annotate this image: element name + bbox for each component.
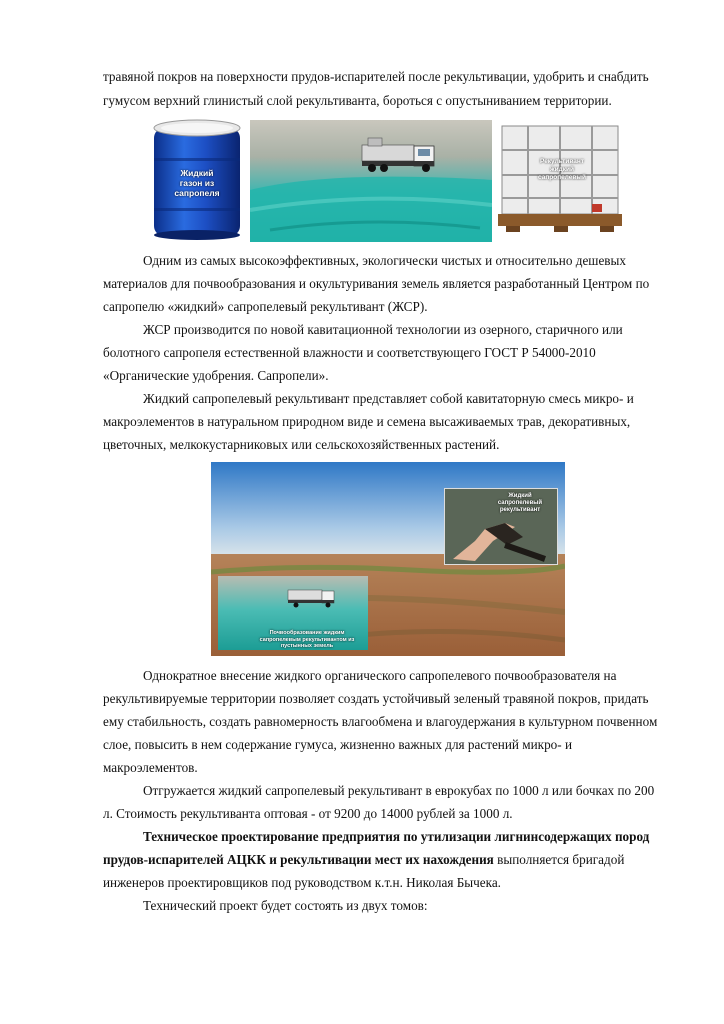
barrel-label-line: газон из	[179, 178, 215, 188]
text-line: травяной покров на поверхности прудов-испарителей после рекультивации, удобрить и снабдить	[103, 69, 649, 84]
text-line: Однократное внесение жидкого органического сапропелевого почвообразователя на	[143, 668, 617, 683]
barrel-label-line: Жидкий	[180, 168, 214, 178]
spraying-caption-line: Почвообразование жидким	[269, 630, 345, 636]
text-span: выполняется бригадой	[493, 852, 625, 867]
cube-label-line: жидкий	[550, 166, 574, 173]
cube-label-line: сапропелевый	[538, 174, 586, 181]
text-line: сапропелю «жидкий» сапропелевый рекультивант (ЖСР).	[103, 299, 428, 314]
text-line: цветочных, мелкокустарниковых или сельскохозяйственных растений.	[103, 437, 500, 452]
text-line: материалов для почвообразования и окультуривания земель является разработанный Центром по	[103, 276, 650, 291]
inset-label-line: рекультивант	[499, 507, 541, 513]
text-line: макроэлементов.	[103, 760, 198, 775]
text-line: рекультивируемые территории позволяет создать устойчивый зеленый травяной покров, придать	[103, 691, 649, 706]
inset-label-line: Жидкий	[508, 493, 532, 499]
spraying-inset-image	[218, 576, 368, 650]
cube-label-line: Рекультивант	[540, 158, 584, 165]
text-line: ЖСР производится по новой кавитационной технологии из озерного, старичного или	[143, 322, 623, 337]
inset-label-line: сапропелевый	[497, 500, 543, 506]
text-line: Одним из самых высокоэффективных, экологически чистых и относительно дешевых	[143, 253, 626, 268]
text-line: болотного сапропеля естественной влажности и соответствующего ГОСТ Р 54000-2010	[103, 345, 596, 360]
text-line: слое, повысить в нем содержание гумуса, жизненно важных для растений микро- и	[103, 737, 573, 752]
text-line: Жидкий сапропелевый рекультивант представляет собой кавитаторную смесь микро- и	[143, 391, 634, 406]
text-line: ему стабильность, создать равномерность влагообмена и влагоудержания в культурном почвенном	[103, 714, 658, 729]
spraying-caption-line: пустынных земель	[280, 643, 334, 649]
sapropel-barrel-image	[148, 118, 246, 240]
text-line: инженеров проектировщиков под руководством к.т.н. Николая Бычека.	[103, 875, 501, 890]
text-line: макроэлементов в натуральном природном виде и семена высаживаемых трав, декоративных,	[103, 414, 631, 429]
text-line: л. Стоимость рекультиванта оптовая - от 9200 до 14000 рублей за 1000 л.	[103, 806, 513, 821]
barrel-label-line: сапропеля	[174, 188, 220, 198]
text-line-mixed	[103, 852, 624, 868]
field-spraying-truck-image	[250, 120, 492, 242]
eurocube-container-image	[498, 120, 628, 232]
sapropel-hand-inset-image	[444, 488, 558, 565]
text-line: гумусом верхний глинистый слой рекультиванта, бороться с опустыниванием территории.	[103, 93, 612, 108]
bold-text-line: Техническое проектирование предприятия по утилизации лигнинсодержащих пород	[143, 829, 650, 844]
text-line: Технический проект будет состоять из двух томов:	[143, 898, 428, 913]
bold-text-span: прудов-испарителей АЦКК и рекультивации мест их нахождения	[103, 852, 494, 867]
text-line: Отгружается жидкий сапропелевый рекультивант в еврокубах по 1000 л или бочках по 200	[143, 783, 655, 798]
spraying-caption-line: сапропелевым рекультивантом из	[259, 636, 355, 643]
text-line: «Органические удобрения. Сапропели».	[103, 368, 329, 383]
